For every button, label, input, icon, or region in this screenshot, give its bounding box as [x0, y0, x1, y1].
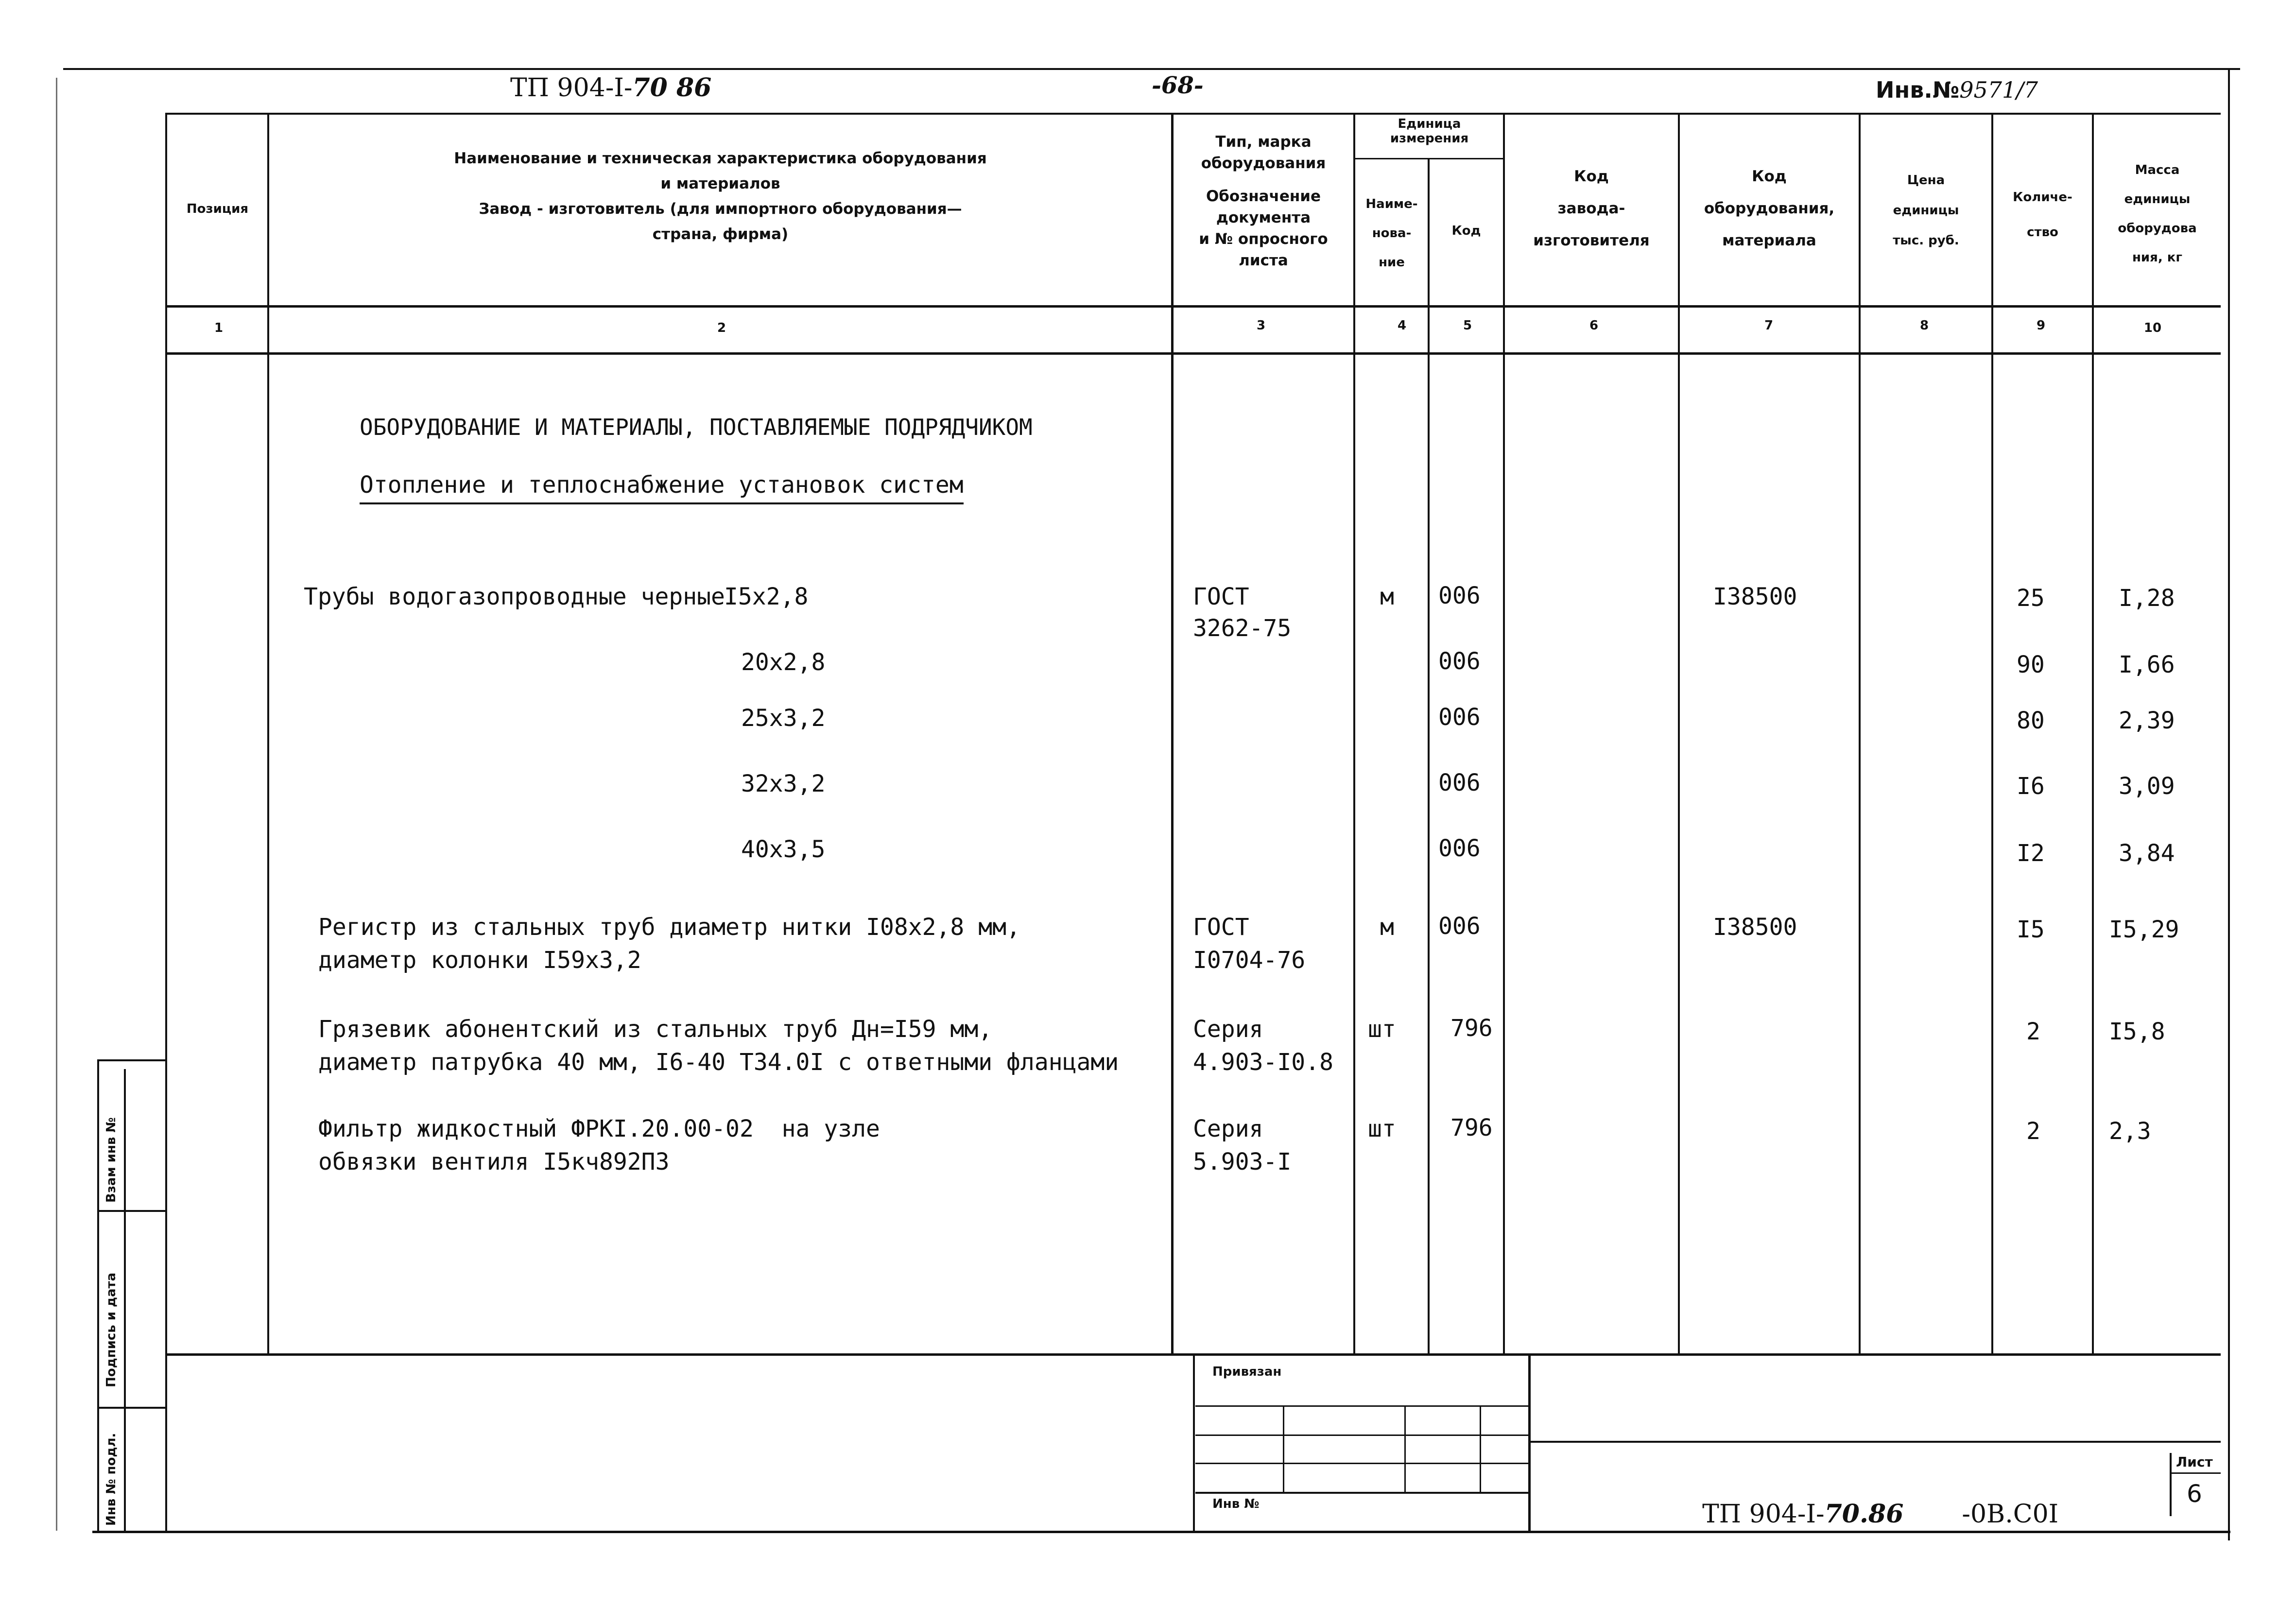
stamp-right-topline: [1531, 1441, 2221, 1443]
col-number: 10: [2143, 321, 2162, 335]
row-6-unit: м: [1380, 914, 1394, 941]
row-5-qty: I2: [2017, 840, 2045, 867]
col-header-type-l1: Тип, марка: [1215, 133, 1312, 151]
col-line-2: [1171, 113, 1174, 1354]
row-8-doc-l1: Серия: [1193, 1115, 1263, 1142]
col-header-name-l1: Наименование и техническая характеристика оборудования: [454, 150, 987, 167]
row-1-unit: м: [1380, 583, 1394, 610]
row-5-mass: 3,84: [2119, 840, 2175, 867]
row-7-unit: шт: [1368, 1016, 1396, 1043]
col-line-1: [267, 113, 269, 1354]
row-6-name-l2: диаметр колонки I59x3,2: [318, 947, 641, 974]
row-7-code: 796: [1450, 1015, 1493, 1042]
col-header-type: [1174, 131, 1353, 271]
row-6-name-l1: Регистр из стальных труб диаметр нитки I08x2,8 мм,: [318, 914, 1020, 941]
row-7-doc-l1: Серия: [1193, 1016, 1263, 1043]
stamp-grid-v2: [1404, 1407, 1406, 1492]
col-header-price-l1: Цена: [1907, 173, 1945, 188]
row-2-qty: 90: [2017, 651, 2045, 678]
stamp-grid-v3: [1480, 1407, 1481, 1492]
header-top-line: [165, 113, 2221, 115]
row-8-doc-l2: 5.903-I: [1193, 1148, 1292, 1175]
stamp-doc-code: [1686, 1470, 2058, 1529]
stamp-doc-suffix: -0В.С0I: [1962, 1500, 2059, 1529]
col-header-type-l2: оборудования: [1201, 155, 1326, 172]
side-label-inv-podl: Инв № подл.: [104, 1433, 119, 1526]
col-header-factory-code: [1505, 160, 1678, 257]
col-header-type-l4: документа: [1216, 209, 1311, 226]
inventory-label: Инв.№: [1876, 77, 1960, 103]
stamp-left-divider: [1193, 1354, 1195, 1532]
header-bottom-line: [165, 305, 2221, 308]
row-7-name-l1: Грязевик абонентский из стальных труб Дн=I59 мм,: [318, 1016, 993, 1043]
row-1-qty: 25: [2017, 585, 2045, 612]
sheet-number: 6: [2187, 1480, 2202, 1508]
col-number: 2: [717, 321, 726, 335]
top-code-handwritten: 70 86: [632, 73, 712, 103]
col-line-3: [1353, 113, 1355, 1354]
side-box-left: [97, 1059, 99, 1531]
col-number: 7: [1764, 318, 1774, 333]
row-8-unit: шт: [1368, 1115, 1396, 1142]
frame-left-outer-line: [56, 78, 57, 1531]
row-1-code: 006: [1438, 582, 1481, 609]
col-header-name: [270, 146, 1171, 247]
col-number: 8: [1919, 318, 1929, 333]
side-box-right: [124, 1069, 126, 1531]
col-header-position: Позиция: [186, 202, 249, 216]
row-5-size: 40x3,5: [741, 836, 826, 863]
col-number: 3: [1256, 318, 1266, 333]
stamp-doc-prefix: ТП 904-I-: [1702, 1500, 1825, 1529]
col-header-unit-name-l2: нова-: [1372, 226, 1412, 241]
col-header-equip-code-l3: материала: [1722, 232, 1816, 249]
col-header-equip-code-l1: Код: [1752, 168, 1787, 185]
row-3-code: 006: [1438, 704, 1481, 731]
stamp-doc-handwritten: 70.86: [1824, 1499, 1904, 1529]
stamp-inv-no: Инв №: [1212, 1497, 1260, 1511]
stamp-grid-h2: [1195, 1434, 1528, 1436]
row-8-mass: 2,3: [2109, 1118, 2151, 1145]
col-header-type-l3: Обозначение: [1206, 188, 1321, 205]
col-header-equip-code: [1680, 160, 1859, 257]
col-header-unit-name-l3: ние: [1379, 255, 1405, 270]
section-subtitle: Отопление и теплоснабжение установок систем: [360, 471, 964, 504]
col-line-6: [1678, 113, 1680, 1354]
col-header-name-l3: Завод - изготовитель (для импортного оборудования—: [479, 200, 962, 218]
col-header-unit-l1: Единица: [1398, 117, 1461, 131]
inventory-handwritten: 9571/7: [1959, 77, 2038, 103]
row-6-mass: I5,29: [2109, 916, 2179, 943]
row-3-mass: 2,39: [2119, 707, 2175, 734]
row-4-size: 32x3,2: [741, 770, 826, 797]
row-2-mass: I,66: [2119, 651, 2175, 678]
col-header-mass-l2: единицы: [2124, 192, 2191, 207]
row-6-equip-code: I38500: [1713, 914, 1797, 941]
col-header-unit-name-l1: Наиме-: [1365, 197, 1418, 211]
row-7-name-l2: диаметр патрубка 40 мм, I6-40 Т34.0I с ответными фланцами: [318, 1049, 1119, 1076]
row-6-doc-l2: I0704-76: [1193, 947, 1306, 974]
col-header-unit-name: [1356, 190, 1428, 277]
row-2-code: 006: [1438, 648, 1481, 675]
col-header-name-l4: страна, фирма): [652, 225, 789, 243]
col-header-qty-l1: Количе-: [2013, 190, 2072, 205]
frame-left-inner-line: [165, 113, 167, 1532]
col-header-unit-code: Код: [1451, 224, 1481, 238]
col-header-unit-l2: измерения: [1390, 131, 1469, 146]
col-number: 6: [1589, 318, 1599, 333]
sheet-box-left: [2170, 1453, 2172, 1516]
row-4-code: 006: [1438, 769, 1481, 796]
row-6-qty: I5: [2017, 916, 2045, 943]
col-line-4: [1428, 158, 1430, 1354]
top-code: [510, 73, 711, 103]
row-1-name: Трубы водогазопроводные черные: [304, 583, 725, 610]
row-1-mass: I,28: [2119, 585, 2175, 612]
frame-top-line: [63, 68, 2240, 70]
row-1-size: I5x2,8: [724, 583, 809, 610]
stamp-grid-v1: [1283, 1407, 1284, 1492]
row-3-qty: 80: [2017, 707, 2045, 734]
col-header-price: [1861, 165, 1991, 256]
col-number: 5: [1463, 318, 1472, 333]
col-header-factory-code-l1: Код: [1574, 168, 1609, 185]
row-8-name-l1: Фильтр жидкостный ФРКI.20.00-02 на узле: [318, 1115, 880, 1142]
row-8-qty: 2: [2026, 1118, 2040, 1145]
row-7-qty: 2: [2026, 1018, 2040, 1045]
row-2-size: 20x2,8: [741, 649, 826, 676]
col-number: 9: [2036, 318, 2046, 333]
stamp-mid-divider: [1528, 1354, 1531, 1532]
colnum-bottom-line: [165, 352, 2221, 355]
row-1-doc-l2: 3262-75: [1193, 615, 1292, 642]
col-header-mass-l4: ния, кг: [2132, 250, 2183, 265]
col-header-qty-l2: ство: [2027, 225, 2058, 240]
section-title: ОБОРУДОВАНИЕ И МАТЕРИАЛЫ, ПОСТАВЛЯЕМЫЕ ПОДРЯДЧИКОМ: [360, 414, 1033, 440]
col-header-type-l5: и № опросного: [1199, 230, 1328, 248]
col-header-mass-l1: Масса: [2135, 163, 2180, 177]
col-header-type-l6: листа: [1239, 252, 1288, 269]
side-box-top: [97, 1059, 165, 1061]
row-4-qty: I6: [2017, 773, 2045, 800]
row-1-doc-l1: ГОСТ: [1193, 583, 1249, 610]
row-6-code: 006: [1438, 913, 1481, 940]
row-7-mass: I5,8: [2109, 1018, 2165, 1045]
row-4-mass: 3,09: [2119, 773, 2175, 800]
row-6-doc-l1: ГОСТ: [1193, 914, 1249, 941]
row-3-size: 25x3,2: [741, 705, 826, 732]
col-header-name-l2: и материалов: [660, 175, 780, 192]
col-header-qty: [1993, 180, 2092, 250]
col-header-factory-code-l3: изготовителя: [1533, 232, 1650, 249]
stamp-privyazan: Привязан: [1212, 1365, 1282, 1379]
inventory-number: [1876, 77, 2038, 103]
row-5-code: 006: [1438, 835, 1481, 862]
col-header-mass: [2094, 156, 2221, 272]
row-8-code: 796: [1450, 1114, 1493, 1141]
col-header-price-l3: тыс. руб.: [1893, 233, 1959, 248]
sheet-label: Лист: [2176, 1454, 2213, 1470]
top-code-prefix: ТП 904-I-: [510, 73, 633, 103]
side-box-h2: [97, 1407, 165, 1409]
row-8-name-l2: обвязки вентиля I5кч892П3: [318, 1148, 670, 1175]
col-header-mass-l3: оборудова: [2118, 221, 2197, 236]
col-line-9: [2092, 113, 2094, 1354]
col-line-8: [1991, 113, 1993, 1354]
sheet-box-mid: [2170, 1472, 2221, 1474]
stamp-grid-h3: [1195, 1463, 1528, 1464]
side-label-vzam: Взам инв №: [104, 1117, 119, 1203]
col-header-unit: [1356, 117, 1503, 146]
col-header-price-l2: единицы: [1893, 203, 1959, 218]
side-label-podpis: Подпись и дата: [104, 1272, 119, 1387]
row-7-doc-l2: 4.903-I0.8: [1193, 1049, 1333, 1076]
col-line-5: [1503, 113, 1505, 1354]
col-number: 4: [1397, 318, 1407, 333]
col-line-7: [1859, 113, 1861, 1354]
col-header-equip-code-l2: оборудования,: [1704, 200, 1835, 217]
stamp-grid-h1: [1195, 1405, 1528, 1407]
page-number: -68-: [1152, 72, 1204, 99]
row-1-equip-code: I38500: [1713, 583, 1797, 610]
frame-right-line: [2228, 68, 2230, 1540]
col-number: 1: [214, 321, 224, 335]
side-box-h1: [97, 1210, 165, 1212]
col-header-factory-code-l2: завода-: [1557, 200, 1625, 217]
frame-bottom-line: [92, 1531, 2230, 1533]
stamp-grid-h4: [1195, 1492, 1528, 1494]
